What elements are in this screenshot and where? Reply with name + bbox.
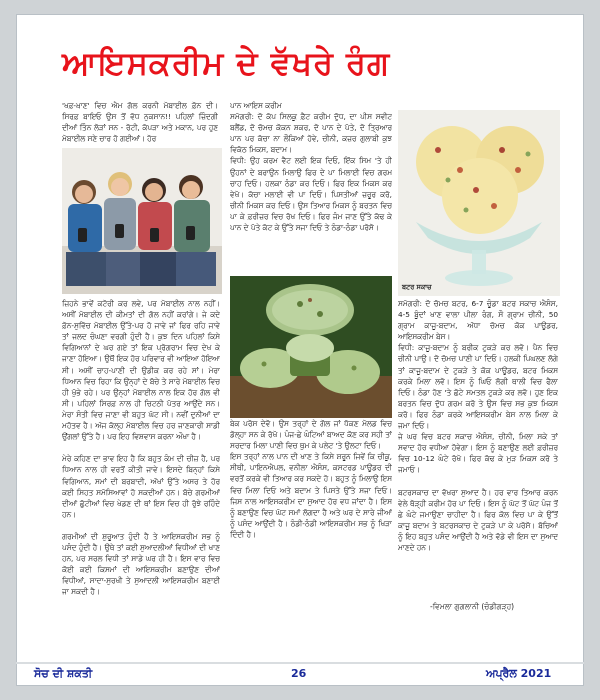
author-signature: -ਵਿਮਲਾ ਗੁਗਲਾਨੀ (ਚੰਡੀਗੜ੍ਹ) <box>430 602 515 611</box>
paan-ice-cream-recipe: ਪਾਨ ਆਇਸ ਕਰੀਮ ਸਮੱਗਰੀ: ਦੋ ਕੱਪ ਸਿਲਕੂ ਫ਼ੈਟ ਕਰੀਮ ਦੁੱਧ, ਦਾ ਪੀਸ ਸਵੀਟ ਬਲੈਂਡ, ਦੋ ਚੱਮਚ ਕੋਕਨ ਸ਼ਕਰ, ਦੋ ਪਾਨ ਦੇ ਪੱਤੇ, ਦੋ ਤ੍ਰਿਆਰ ਪਾਨ ਪਰ ਕੱਚਾ ਨਾ ਲੌਕਿਆਂ ਹੋਵੇ, ਚੀਨੀ, ਕਜ਼ਰ ਗੁਲਾਬੀ ਕੁਝ ਵਿਕੱਠ ਮਿਕਸ, ਬਦਾਮ। ਵਿਧੀ: ਉਹ ਕਰਮ ਵੈਟ ਲਈ ਇਕ ਦਿਓ, ਇੱਕ ਸਿਮ 'ਤੇ ਹੀ ਉਹਨਾਂ ਦੇ ਬਰਾਉਨ ਮਿਲਾਉ ਫਿਰ ਦੇ ਪਾ ਮਿਲਾਈ ਵਿਚ ਗਰਮ ਚਾਹ ਦਿਓ। ਹਲਕਾ ਠੰਡਾ ਕਰ ਦਿਓ। ਫਿਰ ਇਕ ਮਿਕਸ ਕਰ ਵੇਖੋ। ਕੱਚਾ ਮਲਾਈ ਵੀ ਪਾ ਦਿਓ। ਪਿਸਤੀਆਂ ਜ਼ਰੂਰ ਕਰੋ, ਚੀਨੀ ਮਿਕਸ ਕਰ ਦਿਓ। ਉਸ ਤਿਆਰ ਮਿਕਸ ਨੂੰ ਬਰਤਨ ਵਿਚ ਪਾ ਕੇ ਫ਼ਰੀਜ਼ਰ ਵਿਚ ਰੱਖ ਦਿਓ। ਫਿਰ ਜੰਮ ਜਾਣ ਉੱਤੇ ਕੱਢ ਕੇ ਪਾਨ ਦੇ ਪੱਤੇ ਕੱਟ ਕੇ ਉੱਤੇ ਸਜਾ ਦਿਓ ਤੇ ਠੰਡਾ-ਠੰਡਾ ਪਰੋਸੋ। <box>230 101 392 233</box>
page-footer <box>16 654 584 686</box>
column-1-body: ਜ਼ਿਹਨੇ ਭਾਵੇਂ ਕਟੋਰੀ ਕਰ ਲਵੇ, ਪਰ ਮੋਬਾਈਲ ਨਾਲ ਨਹੀਂ। ਅਸੀਂ ਮੋਬਾਈਲ ਦੀ ਕੀਮਤਾਂ ਦੀ ਗੱਲ ਨਹੀਂ ਕਰਾਂਗੇ। ਜੇ ਕਦੇ ਫ਼ੋਨ-ਸੁਵਿੱਚ ਮੋਬਾਈਲ ਉੱਤੇ-ਪਰ ਹੋ ਜਾਵੇ ਜਾਂ ਫਿਰ ਰਹਿ ਜਾਵੇ ਤਾਂ ਜਲਦ ਚੰਘਣਾ ਵਰਗੀ ਹੁੰਦੀ ਹੈ। ਕੁਝ ਦਿਨ ਪਹਿਲਾਂ ਕਿਸੇ ਵਿਗਿਆਨਾਂ ਦੇ ਘਰ ਗਏ ਤਾਂ ਇਕ ਪ੍ਰੋਗਰਾਮ ਵਿਚ ਦੇਖ ਕੇ ਜਾਣਾ ਹੋਇਆ। ਉਥੋਂ ਇਕ ਹੋਰ ਪਰਿਵਾਰ ਵੀ ਆਇਆ ਹੋਇਆ ਸੀ। ਅਸੀਂ ਚਾਹ-ਪਾਣੀ ਦੀ ਉਡੀਕ ਕਰ ਰਹੇ ਸਾਂ। ਮੇਰਾ ਧਿਆਨ ਵਿਚ ਰਿਹਾ ਕਿ ਉਨ੍ਹਾਂ ਦੇ ਬੱਚੇ ਤੇ ਸਾਰੇ ਮੋਬਾਈਲ ਵਿਚ ਹੀ ਖੁੱਭੇ ਰਹੇ। ਪਰ ਉਨ੍ਹਾਂ ਮੋਬਾਈਲ ਨਾਲ ਇਕ ਹੋਰ ਗੱਲ ਵੀ ਸੀ। ਪਹਿਲਾਂ ਸਿਰਫ਼ ਨਾਲ ਹੀ ਚਿਟਠੀ ਪੱਤਰ ਆਉਂਦੇ ਸਨ। ਮੇਰਾ ਸੰਤੀ ਵਿਚ ਜਾਣਾ ਵੀ ਬਹੁਤ ਘੱਟ ਸੀ। ਨਵੀਂ ਦੁਨੀਆਂ ਦਾ ਮਹੱਤਵ ਹੈ। ਅੱਜ ਕੱਲ੍ਹ ਮੋਬਾਈਲ ਵਿਚ ਹਰ ਜਾਣਕਾਰੀ ਸਾਡੀ ਉਂਗਲਾਂ ਉੱਤੇ ਹੈ। ਪਰ ਇਹ ਵਿਸ਼ਵਾਸ ਕਰਨਾ ਔਖਾ ਹੈ। ਮੇਰੇ ਕਹਿਣ ਦਾ ਭਾਵ ਇਹ ਹੈ ਕਿ ਬਹੁਤ ਕੰਮ ਦੀ ਚੀਜ਼ ਹੈ, ਪਰ ਧਿਆਨ ਨਾਲ ਹੀ ਵਰਤੋਂ ਕੀਤੀ ਜਾਵੇ। ਇਸਦੇ ਬਿਨ੍ਹਾਂ ਕਿਸੇ ਵਿਗਿਆਨ, ਸਮਾਂ ਦੀ ਬਰਬਾਦੀ, ਅੱਖਾਂ ਉੱਤੇ ਅਸਰ ਤੇ ਹੋਰ ਕਈ ਸਿਹਤ ਸਮੱਸਿਆਵਾਂ ਹੋ ਸਕਦੀਆਂ ਹਨ। ਬੱਚੇ ਗਰਮੀਆਂ ਦੀਆਂ ਛੁੱਟੀਆਂ ਵਿਚ ਖੇਡਣ ਦੀ ਥਾਂ ਇਸ ਵਿਚ ਹੀ ਰੁੱਝੇ ਰਹਿੰਦੇ ਹਨ। ਗਰਮੀਆਂ ਦੀ ਸ਼ੁਰੂਆਤ ਹੁੰਦੀ ਹੈ ਤੇ ਆਇਸਕਰੀਮ ਸਭ ਨੂੰ ਪਸੰਦ ਹੁੰਦੀ ਹੈ। ਉਥੇ ਤਾਂ ਕਈ ਸੁਆਦਲੀਆਂ ਵਿਧੀਆਂ ਦੀ ਖਾਣ ਹਨ, ਪਰ ਸਰਲ ਵਿਧੀ ਤਾਂ ਸਾਡੇ ਘਰ ਹੀ ਹੈ। ਇਸ ਵਾਰ ਵਿਚ ਕੋਈ ਕਈ ਕਿਸਮਾਂ ਦੀ ਆਇਸਕਰੀਮ ਬਣਾਉਣ ਦੀਆਂ ਵਿਧੀਆਂ, ਸਾਦਾ-ਸੁਰਖੀ ਤੇ ਸੁਆਦਲੀ ਆਇਸਕਰੀਮ ਬਣਾਈ ਜਾ ਸਕਦੀ ਹੈ। <box>62 299 220 597</box>
photo-caption: ਬਟਰ ਸਕਾਚ <box>402 283 432 291</box>
intro-text: 'ਖਫ਼-ਖ਼ਾਣ' ਵਿਚ ਐਮ ਗੱਲ ਕਰਨੀ ਮੋਬਾਈਲ ਫ਼ੋਨ ਦੀ। ਸਿਰਫ਼ ਬਾਇਓ ਉਸ ਤੋਂ ਵੱਧ ਨੁਕਸਾਨ!! ਪਹਿਲਾਂ ਜ਼ਿੰਦਗੀ ਦੀਆਂ ਤਿੰਨ ਲੋੜਾਂ ਸਨ - ਰੋਟੀ, ਕੱਪੜਾ ਅਤੇ ਮਕਾਨ, ਪਰ ਹੁਣ ਮੋਬਾਈਲ ਸਣੇ ਚਾਰ ਹੋ ਗਈਆਂ। ਹੋਰ <box>62 101 218 144</box>
magazine-name: ਸੋਚ ਦੀ ਸ਼ਕਤੀ <box>34 667 93 680</box>
issue-date: ਅਪ੍ਰੈਲ 2021 <box>486 667 552 680</box>
column-3-body: ਸਮੱਗਰੀ: ਦੋ ਚੱਮਚ ਬਟਰ, 6-7 ਚੂੰਡਾ ਬਟਰ ਸਕਾਚ ਐਸੰਸ, 4-5 ਬੂੰਦਾਂ ਖਾਣ ਵਾਲਾ ਪੀਲਾ ਰੰਗ, ਸੌ ਗ੍ਰਾਮ ਚੀਨੀ, 50 ਗ੍ਰਾਮ ਕਾਜੂ-ਬਦਾਮ, ਅੱਧਾ ਚੱਮਚ ਕੋਕ ਪਾਊਡਰ, ਆਇਸਕਰੀਮ ਬੇਸ। ਵਿਧੀ: ਕਾਜੂ-ਬਦਾਮ ਨੂੰ ਬਰੀਕ ਟੁਕੜੇ ਕਰ ਲਵੋ। ਪੈਨ ਵਿਚ ਚੀਨੀ ਪਾਉ। ਦੋ ਚੱਮਚ ਪਾਣੀ ਪਾ ਦਿਓ। ਹਲਕੀ ਪਿਘਲਣ ਲੱਗੇ ਤਾਂ ਕਾਜੂ-ਬਦਾਮ ਦੇ ਟੁਕੜੇ ਤੇ ਕੋਕ ਪਾਊਡਰ, ਬਟਰ ਮਿਕਸ ਕਰਕੇ ਮਿਲਾ ਲਵੋ। ਇਸ ਨੂੰ ਘਿਓ ਲੱਗੀ ਥਾਲੀ ਵਿਚ ਫੈਲਾ ਦਿਓ। ਠੰਡਾ ਹੋਣ 'ਤੇ ਛੋਟੇ ਸਮਤਲ ਟੁਕੜੇ ਕਰ ਲਵੋ। ਹੁਣ ਇਕ ਬਰਤਨ ਵਿਚ ਦੁੱਧ ਗਰਮ ਕਰੋ ਤੇ ਉਸ ਵਿਚ ਸਭ ਕੁਝ ਮਿਕਸ ਕਰੋ। ਫਿਰ ਠੰਡਾ ਕਰਕੇ ਆਇਸਕਰੀਮ ਬੇਸ ਨਾਲ ਮਿਲਾ ਕੇ ਜਮਾ ਦਿਓ। ਜੇ ਘਰ ਵਿਚ ਬਟਰ ਸਕਾਚ ਐਸੰਸ, ਚੀਨੀ, ਮਿਲਾ ਸਕੇ ਤਾਂ ਸਵਾਦ ਹੋਰ ਵਧੀਆ ਹੋਵੇਗਾ। ਇਸ ਨੂੰ ਬਣਾਉਣ ਲਈ ਫ਼ਰੀਜ਼ਰ ਵਿਚ 10-12 ਘੰਟੇ ਰੱਖੋ। ਫਿਰ ਕੱਢ ਕੇ ਮੁੜ ਮਿਕਸ ਕਰੋ ਤੇ ਜਮਾਓ। ਬਟਰਸਕਾਚ ਦਾ ਵੱਖਰਾ ਸੁਆਦ ਹੈ। ਹਰ ਵਾਰ ਤਿਆਰ ਕਰਨ ਵੇਲੇ ਥੋੜ੍ਹੀ ਕਰੀਮ ਹੋਰ ਪਾ ਦਿਓ। ਇਸ ਨੂੰ ਘੱਟ ਤੋਂ ਘੱਟ ਪੰਜ ਤੋਂ ਛੇ ਘੰਟੇ ਜਮਾਉਣਾ ਚਾਹੀਦਾ ਹੈ। ਫਿਰ ਕੋਲ ਵਿਚ ਪਾ ਕੇ ਉੱਤੋਂ ਕਾਜੂ ਬਦਾਮ ਤੇ ਬਟਰਸਕਾਚ ਦੇ ਟੁਕੜੇ ਪਾ ਕੇ ਪਰੋਸੋ। ਬੱਚਿਆਂ ਨੂੰ ਇਹ ਬਹੁਤ ਪਸੰਦ ਆਉਂਦੀ ਹੈ ਅਤੇ ਵੱਡੇ ਵੀ ਇਸ ਦਾ ਸੁਆਦ ਮਾਣਦੇ ਹਨ। <box>398 299 558 553</box>
page-number: 26 <box>291 667 307 680</box>
green-ice-cream-photo <box>230 276 392 418</box>
butterscotch-ice-cream-photo <box>398 110 560 296</box>
teens-with-phones-photo <box>62 148 222 294</box>
column-2-body: ਬੇਕ ਪਰੋਸ ਦੇਵੋ। ਉਸ ਤਰ੍ਹਾਂ ਦੇ ਗੋਲ ਜਾਂ ਧੱਕਣ ਮੋਲਡ ਵਿਚ ਡੋਲ੍ਹਾ ਸਨ ਕੇ ਰੱਖੋ। ਪੰਜ-ਛੇ ਘੰਟਿਆਂ ਬਾਅਦ ਕੋਣ ਕਰ ਸਹੀ ਤਾਂ ਸਰਦਾਰ ਮਿਲਾ ਪਾਣੀ ਵਿਚ ਥੁਮ ਕੇ ਪਲੇਟ 'ਤੇ ਉਲਟਾ ਦਿਓ। ਇਸ ਤਰ੍ਹਾਂ ਨਾਲ ਪਾਨ ਦੀ ਖਾਣ ਤੇ ਕਿਸੇ ਸ਼ਰੂਨ ਜਿਵੇਂ ਕਿ ਚੀਕੂ, ਸੀਥੀ, ਪਾਇਨਐਪਲ, ਵਨੀਲਾ ਐਸੰਸ, ਕਸਟਰਡ ਪਾਊਡਰ ਦੀ ਵਰਤੋਂ ਕਰਕੇ ਵੀ ਤਿਆਰ ਕਰ ਸਕਦੇ ਹੋ। ਬਹੁਤ ਨੂੰ ਮਿਲਾਉ ਇਸ ਵਿਚ ਮਿਲਾ ਦਿਓ ਅਤੇ ਬਦਾਮ ਤੇ ਪਿਸਤੇ ਉੱਤੇ ਸਜਾ ਦਿਓ। ਜਿਸ ਨਾਲ ਆਇਸਕਰੀਮ ਦਾ ਸੁਆਦ ਹੋਰ ਵਧ ਜਾਂਦਾ ਹੈ। ਇਸ ਨੂੰ ਬਣਾਉਣ ਵਿਚ ਘੱਟ ਸਮਾਂ ਲੱਗਦਾ ਹੈ ਅਤੇ ਘਰ ਦੇ ਸਾਰੇ ਜੀਆਂ ਨੂੰ ਪਸੰਦ ਆਉਂਦੀ ਹੈ। ਠੰਡੀ-ਠੰਡੀ ਆਇਸਕਰੀਮ ਸਭ ਨੂੰ ਖਿੜਾ ਦਿੰਦੀ ਹੈ। <box>230 419 392 539</box>
article-title: ਆਇਸਕਰੀਮ ਦੇ ਵੱਖਰੇ ਰੰਗ <box>62 44 391 82</box>
footer-divider <box>16 662 584 664</box>
